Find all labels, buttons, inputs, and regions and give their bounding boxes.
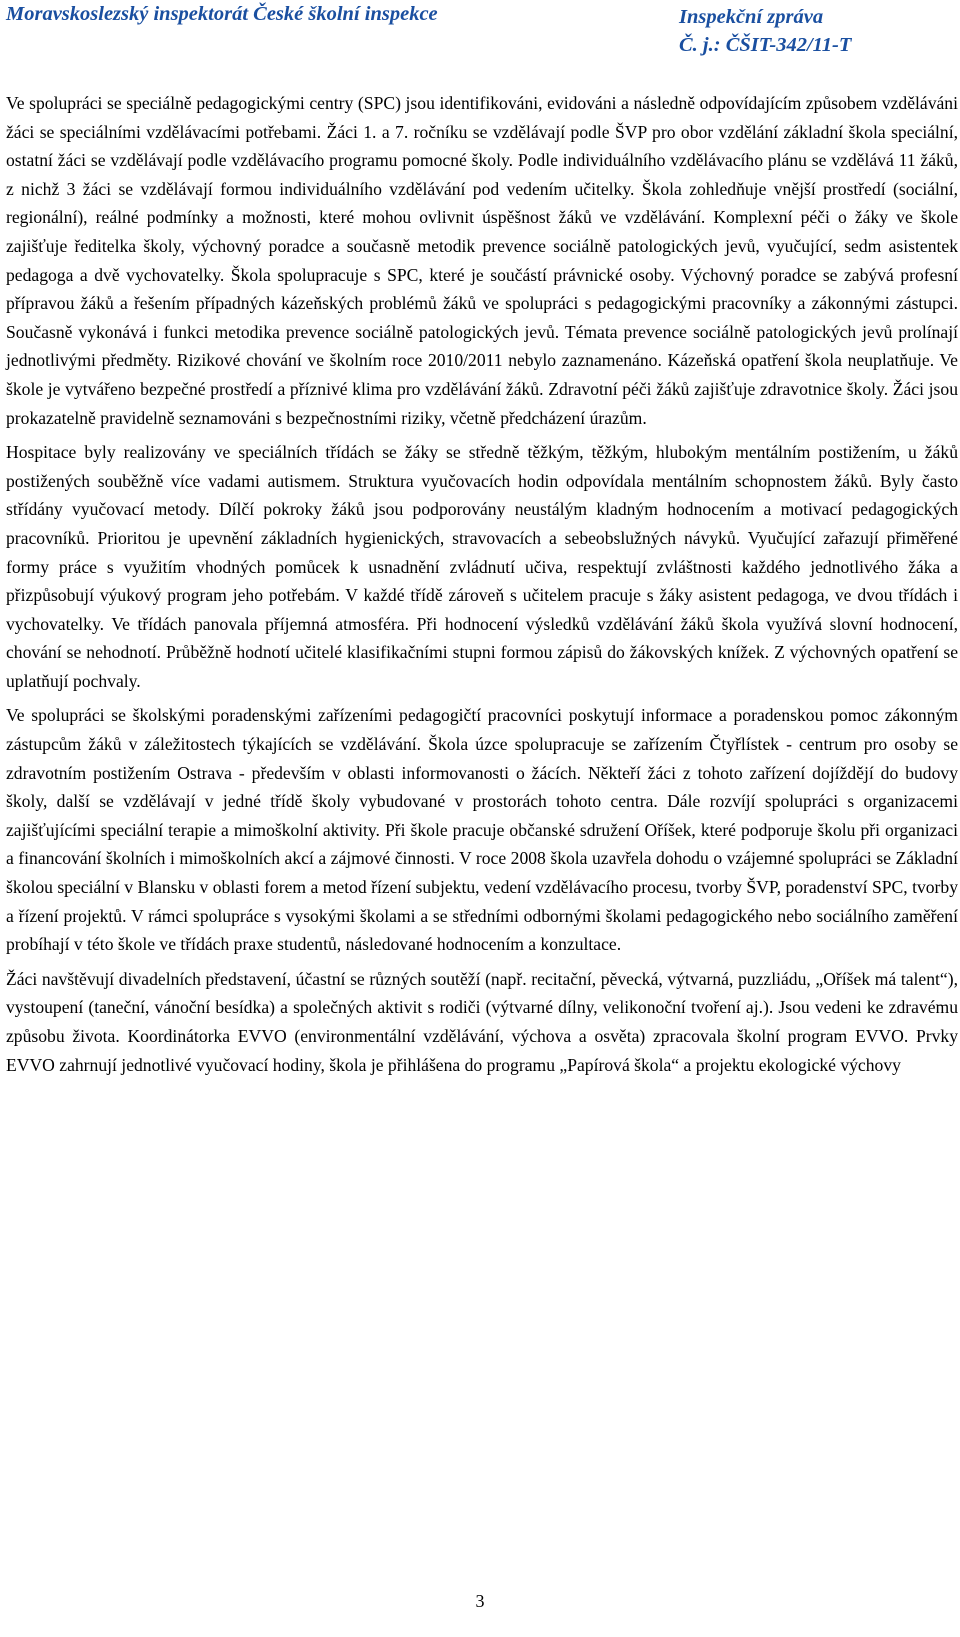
document-title-block (679, 3, 851, 59)
page-number: 3 (475, 1591, 485, 1611)
paragraph: Žáci navštěvují divadelních představení, účastní se různých soutěží (např. recitační, pěvecká, výtvarná, puzzliádu, „Oříšek má talent“), vystoupení (taneční, vánoční besídka) a společných aktivit s rodiči (výtvarné dílny, velikonoční tvoření aj.). Jsou vedeni ke zdravému způsobu života. Koordinátorka EVVO (environmentální vzdělávání, výchova a osvěta) zpracovala školní program EVVO. Prvky EVVO zahrnují jednotlivé vyučovací hodiny, škola je přihlášena do programu „Papírová škola“ a projektu ekologické výchovy (6, 968, 958, 1075)
organization-name: Moravskoslezský inspektorát České školní inspekce (6, 3, 438, 25)
document-body (6, 89, 958, 1085)
paragraph: Ve spolupráci se školskými poradenskými zařízeními pedagogičtí pracovníci poskytují informace a poradenskou pomoc zákonným zástupcům žáků v záležitostech týkajících se vzdělávání. Škola úzce spolupracuje se zařízením Čtyřlístek - centrum pro osoby se zdravotním postižením Ostrava - především v oblasti informovanosti o žácích. Někteří žáci z tohoto zařízení dojíždějí do budovy školy, další se vzdělávají v jedné třídě školy vybudované v prostorách tohoto centra. Dále rozvíjí spolupráci s organizacemi zajišťujícími speciální terapie a mimoškolní aktivity. Při škole pracuje občanské sdružení Oříšek, které podporuje školu při organizaci a financování školních i mimoškolních akcí a zájmové činnosti. V roce 2008 škola uzavřela dohodu o vzájemné spolupráci se Základní školou speciální v Blansku v oblasti forem a metod řízení subjektu, vedení vzdělávacího procesu, tvorby ŠVP, poradenství SPC, tvorby a řízení projektů. V rámci spolupráce s vysokými školami a se středními odbornými školami pedagogického nebo sociálního zaměření probíhají v této škole ve třídách praxe studentů, následované hodnocením a konzultace. (6, 705, 958, 955)
document-title: Inspekční zpráva (679, 6, 824, 28)
paragraph: Ve spolupráci se speciálně pedagogickými centry (SPC) jsou identifikováni, evidováni a následně odpovídajícím způsobem vzděláváni žáci se speciálními vzdělávacími potřebami. Žáci 1. a 7. ročníku se vzdělávají podle ŠVP pro obor vzdělání základní škola speciální, ostatní žáci se vzdělávají podle vzdělávacího programu pomocné školy. Podle individuálního vzdělávacího plánu se vzdělává 11 žáků, z nichž 3 žáci se vzdělávají formou individuálního vzdělávání pod vedením učitelky. Škola zohledňuje vnější prostředí (sociální, regionální), reálné podmínky a možnosti, které mohou ovlivnit úspěšnost žáků ve vzdělávání. Komplexní péči o žáky ve škole zajišťuje ředitelka školy, výchovný poradce a současně metodik prevence sociálně patologických jevů, vyučující, sedm asistentek pedagoga a dvě vychovatelky. Škola spolupracuje s SPC, které je součástí právnické osoby. Výchovný poradce se zabývá profesní přípravou žáků a řešením případných kázeňských problémů žáků ve spolupráci s pedagogickými pracovníky a zákonnými zástupci. Současně vykonává i funkci metodika prevence sociálně patologických jevů. Témata prevence sociálně patologických jevů prolínají jednotlivými předměty. Rizikové chování ve školním roce 2010/2011 nebylo zaznamenáno. Kázeňská opatření škola neuplatňuje. Ve škole je vytvářeno bezpečné prostředí a příznivé klima pro vzdělávání žáků. Zdravotní péči žáků zajišťuje zdravotnice školy. Žáci jsou prokazatelně pravidelně seznamováni s bezpečnostními riziky, včetně předcházení úrazům. (6, 93, 958, 428)
paragraph: Hospitace byly realizovány ve speciálních třídách se žáky se středně těžkým, těžkým, hlubokým mentálním postižením, u žáků postižených souběžně více vadami autismem. Struktura vyučovacích hodin odpovídala mentálním schopnostem žáků. Byly často střídány vyučovací metody. Dílčí pokroky žáků jsou podporovány neustálým kladným hodnocením a motivací pedagogických pracovníků. Prioritou je upevnění základních hygienických, stravovacích a sebeobslužných návyků. Vyučující zařazují přiměřené formy práce s využitím vhodných pomůcek k usnadnění zvládnutí učiva, respektují zvláštnosti každého jednotlivého žáka a přizpůsobují výukový program jeho potřebám. V každé třídě zároveň s učitelem pracuje s žáky asistent pedagoga, ve dvou třídách i vychovatelky. Ve třídách panovala příjemná atmosféra. Při hodnocení výsledků vzdělávání žáků škola využívá slovní hodnocení, chování se nehodnotí. Průběžně hodnotí učitelé klasifikačními stupni formou zápisů do žákovských knížek. Z výchovných opatření se uplatňují pochvaly. (6, 442, 958, 691)
document-reference: Č. j.: ČŠIT-342/11-T (679, 34, 852, 56)
page-header (0, 0, 960, 70)
